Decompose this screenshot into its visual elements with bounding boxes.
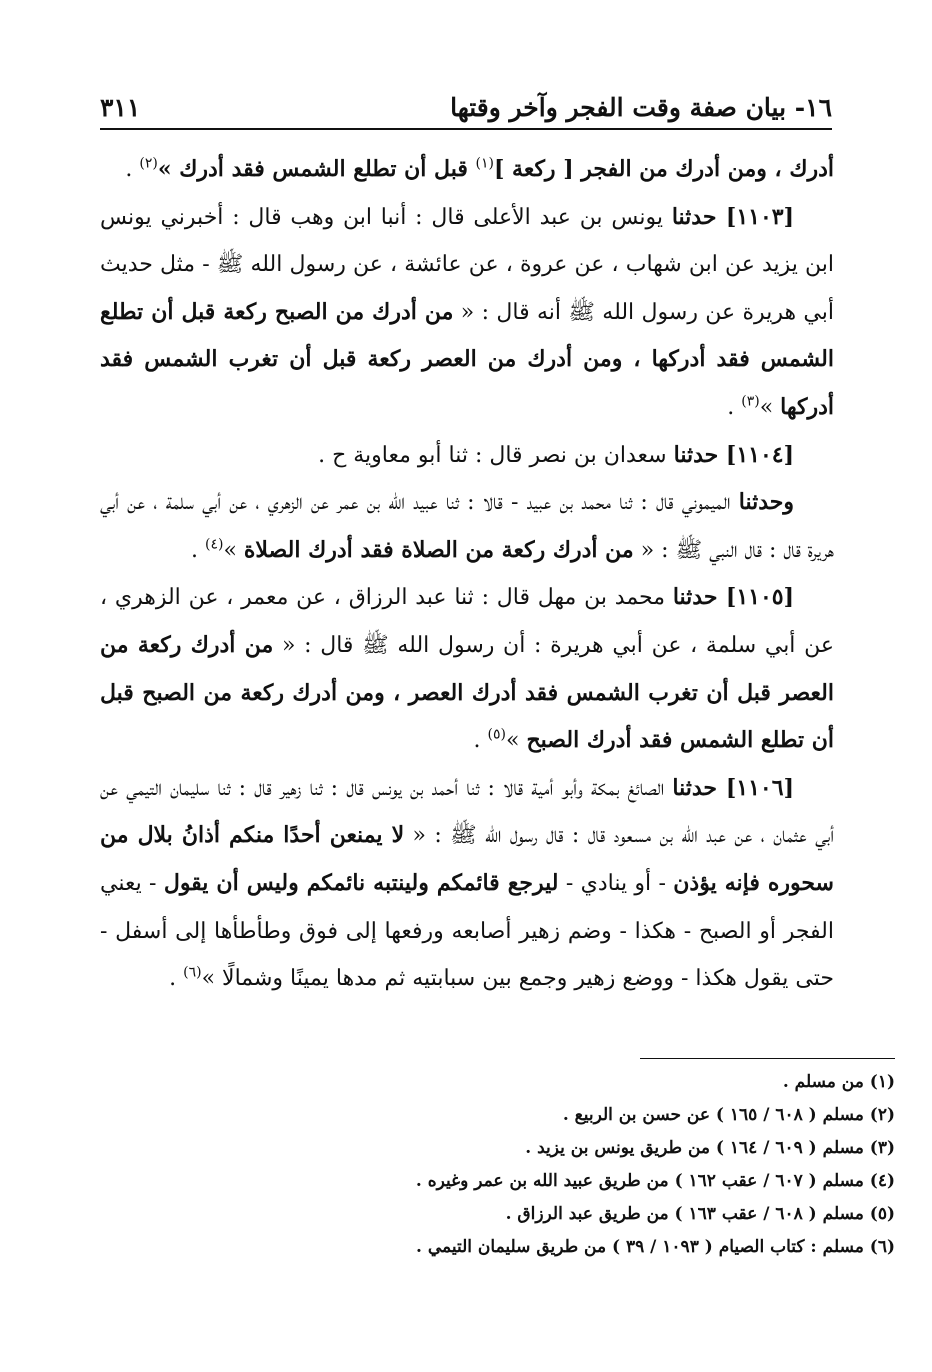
narrator-aside: - يعني الفجر أو الصبح - هكذا - وضم زهير أصابعه ورفعها إلى فوق وطأطأها إلى أسفل - حتى يقول هكذا - ووضع زهير وجمع بين سبابتيه ثم مدها يمينًا وشمالًا » <box>100 870 834 992</box>
punctuation: . <box>473 728 488 754</box>
hadith-text: قبل أن تطلع الشمس فقد أدرك » <box>157 156 476 182</box>
running-header <box>100 78 832 130</box>
hadith-text: من أدرك ركعة من الصلاة فقد أدرك الصلاة <box>243 536 634 563</box>
footnote-ref: (٥) <box>487 726 507 743</box>
footnote-ref: (٤) <box>204 536 224 553</box>
hadith-text: أدرك ، ومن أدرك من الفجر [ ركعة ] <box>493 156 834 182</box>
punctuation: . <box>169 966 184 992</box>
footnote-divider <box>640 1058 895 1059</box>
footnote-5: (٥) مسلم ( ٦٠٨ / عقب ١٦٣ ) من طريق عبد الرزاق . <box>505 1204 895 1224</box>
footnote-ref: (٢) <box>139 155 158 172</box>
narrator-aside: - أو ينادي - <box>558 870 674 896</box>
page-number: ٣١١ <box>100 93 141 122</box>
main-text <box>100 146 834 1003</box>
isnad-text: الميموني قال : ثنا محمد بن عبيد - قالا : ثنا عبيد الله بن عمر عن الزهري ، عن أبي سلمة ، عن أبي هريرة قال : قال النبي ﷺ : « <box>100 490 834 563</box>
hadith-1106 <box>100 765 834 1003</box>
footnote-ref: (٦) <box>183 964 202 981</box>
chapter-title: ١٦- بيان صفة وقت الفجر وآخر وقتها <box>450 93 832 122</box>
punctuation: . <box>190 537 205 563</box>
punctuation: . <box>727 394 742 420</box>
footnote-3: (٣) مسلم ( ٦٠٩ / ١٦٤ ) من طريق يونس بن يزيد . <box>525 1138 895 1158</box>
footnote-4: (٤) مسلم ( ٦٠٧ / عقب ١٦٢ ) من طريق عبيد الله بن عمر وغيره . <box>415 1171 895 1191</box>
hadith-number: [١١٠٤] <box>725 441 794 468</box>
isnad-text: سعدان بن نصر قال : ثنا أبو معاوية ح . <box>318 442 674 468</box>
hadith-1104 <box>100 432 834 480</box>
hadith-number: [١١٠٦] <box>725 774 794 801</box>
footnotes <box>100 1066 895 1264</box>
hadith-1103 <box>100 194 834 432</box>
quote-close: » <box>223 537 244 563</box>
hadith-number: [١١٠٣] <box>725 203 794 230</box>
isnad-text: يونس بن عبد الأعلى قال : أنبا ابن وهب قال : أخبرني يونس ابن يزيد عن ابن شهاب ، عن عروة ، عن عائشة ، عن رسول الله ﷺ - مثل حديث أبي هريرة عن رسول الله ﷺ أنه قال : « <box>100 204 834 325</box>
footnote-2: (٢) مسلم ( ٦٠٨ / ١٦٥ ) عن حسن بن الربيع . <box>562 1105 895 1125</box>
footnote-ref: (١) <box>475 155 494 172</box>
narration-word: حدثنا <box>671 203 726 230</box>
footnote-ref: (٣) <box>741 393 760 410</box>
quote-close: » <box>506 728 527 754</box>
narration-word: حدثنا <box>672 774 726 801</box>
narration-word: وحدثنا <box>738 489 794 516</box>
narration-word: حدثنا <box>672 584 726 611</box>
punctuation: . <box>125 157 140 182</box>
footnote-1: (١) من مسلم . <box>782 1072 895 1092</box>
isnad-text: الصائغ بمكة وأبو أمية قالا : ثنا أحمد بن يونس قال : ثنا زهير قال : ثنا سليمان التيمي عن أبي عثمان ، عن عبد الله بن مسعود قال : قال رسول الله ﷺ : « <box>100 775 834 849</box>
paragraph-continuation <box>100 146 834 194</box>
footnote-6: (٦) مسلم : كتاب الصيام ( ١٠٩٣ / ٣٩ ) من طريق سليمان التيمي . <box>415 1237 895 1257</box>
hadith-1105 <box>100 574 834 764</box>
hadith-text: لا يمنعن أحدًا منكم أذانُ بلال من سحوره فإنه يؤذن <box>100 822 834 896</box>
hadith-number: [١١٠٥] <box>725 584 794 611</box>
hadith-text: من أدرك ركعة من العصر قبل أن تغرب الشمس فقد أدرك العصر ، ومن أدرك ركعة من الصبح قبل أن تطلع الشمس فقد أدرك الصبح <box>100 631 834 754</box>
quote-close: » <box>759 394 781 420</box>
hadith-text: من أدرك من الصبح ركعة قبل أن تطلع الشمس فقد أدركها ، ومن أدرك من العصر ركعة قبل أن تغرب الشمس فقد أدركها <box>100 298 834 420</box>
hadith-text: ليرجع قائمكم ولينتبه نائمكم وليس أن يقول <box>163 869 559 896</box>
isnad-text: محمد بن مهل قال : ثنا عبد الرزاق ، عن معمر ، عن الزهري ، عن أبي سلمة ، عن أبي هريرة : أن رسول الله ﷺ قال : « <box>100 585 834 658</box>
hadith-1104-second-chain <box>100 479 834 574</box>
narration-word: حدثنا <box>673 441 726 468</box>
